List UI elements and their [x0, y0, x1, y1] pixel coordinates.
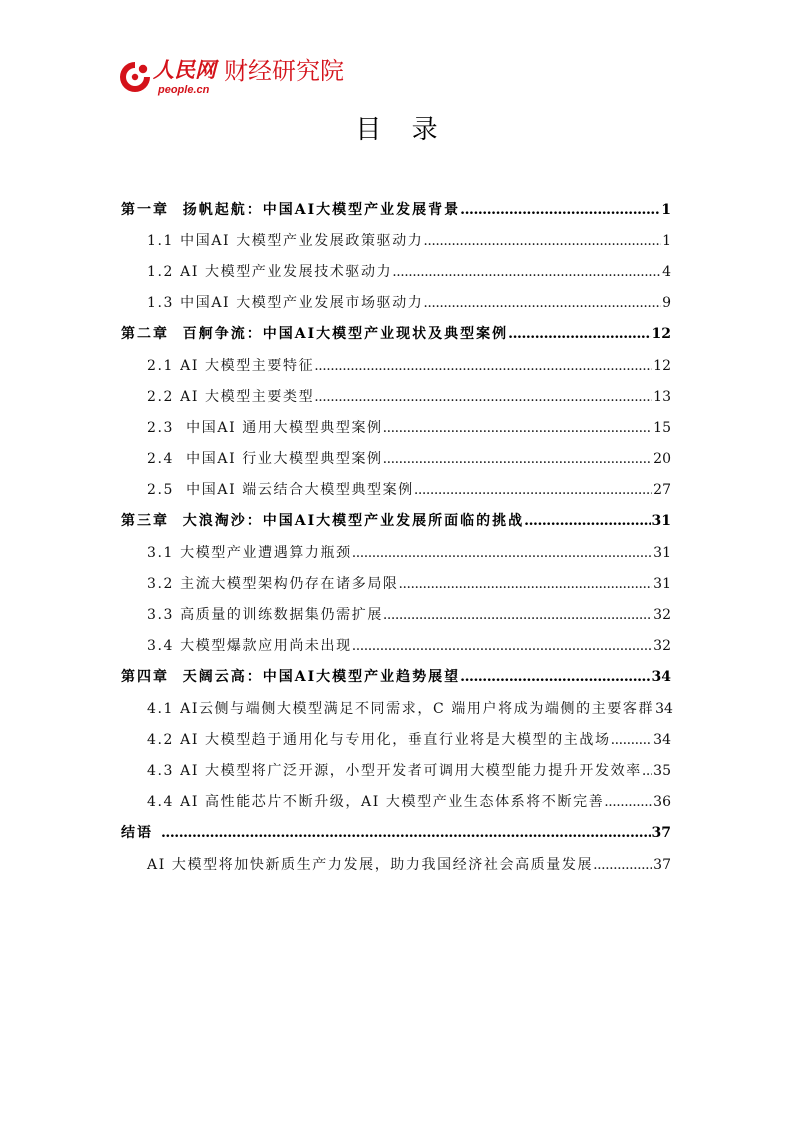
- dot-leader: [508, 324, 650, 344]
- dot-leader: [524, 511, 650, 531]
- table-of-contents: [121, 194, 671, 880]
- dot-leader: [399, 574, 653, 594]
- toc-conclusion[interactable]: [121, 818, 671, 849]
- toc-section-4-2[interactable]: [121, 724, 671, 755]
- toc-entry-page: 36: [653, 794, 671, 811]
- toc-entry-title: 结语: [121, 825, 153, 842]
- dot-leader: [161, 823, 651, 843]
- toc-entry-title: 第四章 天阔云高：中国AI大模型产业趋势展望: [121, 669, 461, 686]
- toc-entry-title: 2.3 中国AI 通用大模型典型案例: [147, 419, 383, 436]
- toc-entry-title: 第一章 扬帆起航：中国AI大模型产业发展背景: [121, 201, 461, 218]
- toc-section-2-2[interactable]: [121, 381, 671, 412]
- toc-section-1-1[interactable]: [121, 225, 671, 256]
- toc-entry-title: 3.4 大模型爆款应用尚未出现: [147, 638, 352, 655]
- toc-entry-page: 34: [655, 700, 673, 717]
- dot-leader: [423, 231, 661, 251]
- dot-leader: [593, 855, 652, 875]
- toc-entry-page: 37: [653, 856, 671, 873]
- toc-entry-title: 1.3 中国AI 大模型产业发展市场驱动力: [147, 295, 424, 312]
- toc-entry-page: 37: [651, 825, 671, 842]
- toc-entry-page: 1: [661, 201, 671, 218]
- toc-entry-title: 2.4 中国AI 行业大模型典型案例: [147, 451, 383, 468]
- toc-entry-page: 20: [653, 451, 671, 468]
- toc-entry-page: 34: [651, 669, 671, 686]
- toc-section-2-4[interactable]: [121, 444, 671, 475]
- toc-entry-page: 13: [653, 388, 671, 405]
- dot-leader: [423, 293, 661, 313]
- dot-leader: [392, 262, 661, 282]
- toc-section-2-5[interactable]: [121, 475, 671, 506]
- dot-leader: [642, 761, 652, 781]
- dot-leader: [460, 667, 650, 687]
- toc-entry-page: 15: [653, 419, 671, 436]
- dot-leader: [314, 356, 652, 376]
- toc-section-2-1[interactable]: [121, 350, 671, 381]
- logo-domain-text: people.cn: [158, 84, 210, 96]
- dot-leader: [383, 605, 652, 625]
- dot-leader: [460, 200, 660, 220]
- logo-unit-text: 财经研究院: [224, 58, 344, 85]
- toc-entry-title: AI 大模型将加快新质生产力发展，助力我国经济社会高质量发展: [147, 856, 594, 873]
- toc-entry-title: 3.2 主流大模型架构仍存在诸多局限: [147, 575, 399, 592]
- toc-entry-page: 31: [653, 544, 671, 561]
- toc-entry-page: 12: [653, 357, 671, 374]
- toc-entry-page: 4: [662, 263, 671, 280]
- logo-brand-text: 人民网: [153, 57, 216, 82]
- dot-leader: [383, 449, 653, 469]
- toc-section-1-2[interactable]: [121, 256, 671, 287]
- toc-entry-page: 27: [653, 482, 671, 499]
- toc-entry-page: 32: [653, 607, 671, 624]
- toc-entry-title: 第二章 百舸争流：中国AI大模型产业现状及典型案例: [121, 326, 509, 343]
- toc-entry-title: 第三章 大浪淘沙：中国AI大模型产业发展所面临的挑战: [121, 513, 525, 530]
- toc-entry-title: 1.1 中国AI 大模型产业发展政策驱动力: [147, 232, 424, 249]
- dot-leader: [352, 636, 652, 656]
- toc-section-3-3[interactable]: [121, 599, 671, 630]
- toc-entry-title: 3.1 大模型产业遭遇算力瓶颈: [147, 544, 352, 561]
- people-cn-logo-icon: [118, 60, 152, 94]
- page-title: 目 录: [355, 115, 449, 145]
- toc-entry-page: 34: [653, 731, 671, 748]
- toc-section-4-3[interactable]: [121, 755, 671, 786]
- toc-entry-page: 9: [662, 295, 671, 312]
- toc-entry-page: 35: [653, 762, 671, 779]
- toc-chapter-1[interactable]: [121, 194, 671, 225]
- toc-section-1-3[interactable]: [121, 288, 671, 319]
- dot-leader: [383, 418, 653, 438]
- dot-leader: [352, 543, 652, 563]
- toc-section-4-4[interactable]: [121, 787, 671, 818]
- toc-section-3-1[interactable]: [121, 537, 671, 568]
- toc-section-4-1[interactable]: [121, 693, 671, 724]
- toc-entry-title: 2.1 AI 大模型主要特征: [147, 357, 315, 374]
- toc-section-3-4[interactable]: [121, 631, 671, 662]
- dot-leader: [604, 792, 652, 812]
- toc-entry-title: 4.2 AI 大模型趋于通用化与专用化，垂直行业将是大模型的主战场: [147, 731, 611, 748]
- toc-chapter-4[interactable]: [121, 662, 671, 693]
- toc-section-2-3[interactable]: [121, 412, 671, 443]
- toc-entry-page: 31: [651, 513, 671, 530]
- toc-entry-title: 4.3 AI 大模型将广泛开源，小型开发者可调用大模型能力提升开发效率: [147, 762, 642, 779]
- toc-entry-title: 2.2 AI 大模型主要类型: [147, 388, 315, 405]
- toc-entry-page: 31: [653, 575, 671, 592]
- toc-entry-page: 32: [653, 638, 671, 655]
- toc-entry-page: 1: [662, 232, 671, 249]
- toc-entry-page: 12: [651, 326, 671, 343]
- dot-leader: [611, 730, 653, 750]
- toc-entry-title: 3.3 高质量的训练数据集仍需扩展: [147, 607, 383, 624]
- dot-leader: [414, 480, 652, 500]
- toc-entry-title: 1.2 AI 大模型产业发展技术驱动力: [147, 263, 393, 280]
- dot-leader: [314, 387, 652, 407]
- toc-entry-title: 2.5 中国AI 端云结合大模型典型案例: [147, 482, 414, 499]
- toc-entry-title: 4.1 AI云侧与端侧大模型满足不同需求，C 端用户将成为端侧的主要客群: [147, 700, 655, 717]
- toc-chapter-2[interactable]: [121, 319, 671, 350]
- toc-entry-title: 4.4 AI 高性能芯片不断升级，AI 大模型产业生态体系将不断完善: [147, 794, 605, 811]
- toc-section-3-2[interactable]: [121, 568, 671, 599]
- toc-conclusion-item[interactable]: [121, 849, 671, 880]
- toc-chapter-3[interactable]: [121, 506, 671, 537]
- header-logo: [116, 58, 356, 98]
